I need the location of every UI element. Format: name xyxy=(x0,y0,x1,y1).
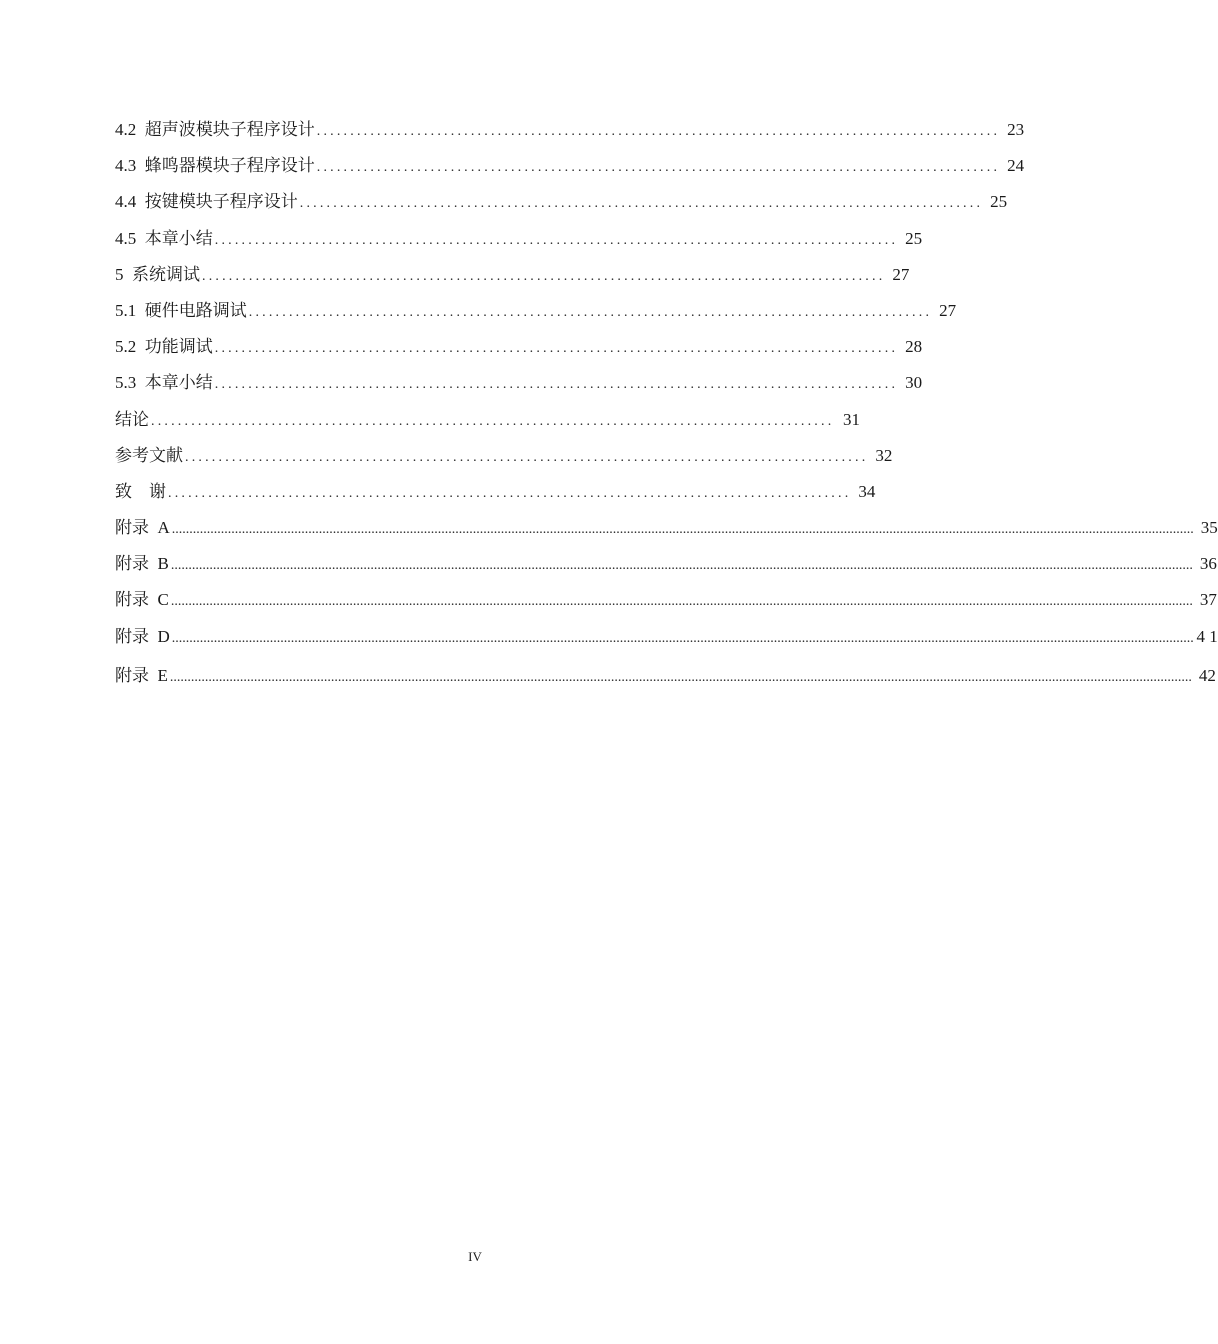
dot-leader: .................................................................................................................................................................................................................................................................................................... xyxy=(170,558,1193,574)
dot-leader: .................................................................................................................................................................................................................................................................................................... xyxy=(171,522,1194,538)
toc-entry[interactable] xyxy=(115,227,923,263)
dot-leader: .................................................................................................................................................................................................................................................................................................... xyxy=(170,594,1193,610)
toc-entry[interactable] xyxy=(115,588,1217,624)
toc-entry-label: 4.3 蜂鸣器模块子程序设计 xyxy=(115,156,315,176)
dot-leader: ...................................................................................................... xyxy=(202,268,886,284)
toc-entry-page: 32 xyxy=(875,445,893,465)
dot-leader: ...................................................................................................... xyxy=(151,413,835,429)
toc-entry-page: 34 xyxy=(858,481,876,501)
toc-entry-page: 35 xyxy=(1200,518,1218,538)
dot-leader: ...................................................................................................... xyxy=(316,160,1001,176)
toc-entry-page: 25 xyxy=(990,192,1008,212)
dot-leader: ...................................................................................................... xyxy=(168,485,852,501)
toc-entry-page: 28 xyxy=(905,337,923,357)
dot-leader: ...................................................................................................... xyxy=(214,232,899,248)
toc-entry-page: 37 xyxy=(1199,590,1217,610)
toc-entry[interactable] xyxy=(115,154,1025,190)
dot-leader: ...................................................................................................... xyxy=(214,377,899,393)
toc-entry-page: 36 xyxy=(1199,554,1217,574)
toc-entry-label: 结论 xyxy=(115,409,149,429)
toc-entry-label: 附录 D xyxy=(115,626,170,646)
toc-entry-label: 参考文献 xyxy=(115,445,183,465)
toc-entry-label: 5.3 本章小结 xyxy=(115,373,213,393)
toc-entry[interactable] xyxy=(115,263,910,299)
toc-entry[interactable] xyxy=(115,664,1216,700)
toc-entry-label: 4.2 超声波模块子程序设计 xyxy=(115,120,315,139)
toc-entry[interactable] xyxy=(115,480,876,516)
toc-entry-label: 5.1 硬件电路调试 xyxy=(115,300,247,320)
dot-leader: ...................................................................................................... xyxy=(316,124,1001,139)
toc-entry[interactable] xyxy=(115,299,957,335)
toc-entry-label: 致 谢 xyxy=(115,481,166,501)
toc-entry-page: 24 xyxy=(1007,156,1025,176)
toc-entry-label: 附录 E xyxy=(115,665,168,685)
toc-entry-page: 27 xyxy=(892,264,910,284)
toc-entry[interactable] xyxy=(115,516,1218,552)
toc-entry[interactable] xyxy=(115,118,1025,154)
toc-entry[interactable] xyxy=(115,190,1008,226)
dot-leader: ...................................................................................................... xyxy=(299,196,984,212)
dot-leader: .................................................................................................................................................................................................................................................................................................... xyxy=(169,669,1192,685)
toc-entry-label: 附录 A xyxy=(115,518,170,538)
toc-entry-page: 4 1 xyxy=(1196,626,1218,646)
table-of-contents xyxy=(115,118,1218,700)
toc-entry-page: 25 xyxy=(905,228,923,248)
toc-entry[interactable] xyxy=(115,625,1218,661)
toc-entry-label: 附录 B xyxy=(115,554,169,574)
toc-entry-label: 5.2 功能调试 xyxy=(115,337,213,357)
toc-entry-page: 30 xyxy=(905,373,923,393)
toc-entry-page: 27 xyxy=(939,300,957,320)
toc-entry-label: 附录 C xyxy=(115,590,169,610)
toc-entry-label: 5 系统调试 xyxy=(115,264,200,284)
page-number-footer: IV xyxy=(468,1249,482,1264)
toc-entry-page: 31 xyxy=(843,409,860,429)
dot-leader: ...................................................................................................... xyxy=(185,449,869,465)
toc-entry-label: 4.4 按键模块子程序设计 xyxy=(115,192,298,212)
toc-entry-page: 42 xyxy=(1198,665,1216,685)
toc-entry[interactable] xyxy=(115,444,893,480)
dot-leader: ...................................................................................................... xyxy=(248,304,933,320)
toc-entry[interactable] xyxy=(115,552,1217,588)
toc-entry[interactable] xyxy=(115,371,923,407)
dot-leader: ...................................................................................................... xyxy=(214,341,899,357)
toc-entry-label: 4.5 本章小结 xyxy=(115,228,213,248)
toc-entry-page: 23 xyxy=(1007,120,1025,139)
toc-entry[interactable] xyxy=(115,335,923,371)
dot-leader: .................................................................................................................................................................................................................................................................................................... xyxy=(171,630,1194,646)
toc-entry[interactable] xyxy=(115,408,860,444)
